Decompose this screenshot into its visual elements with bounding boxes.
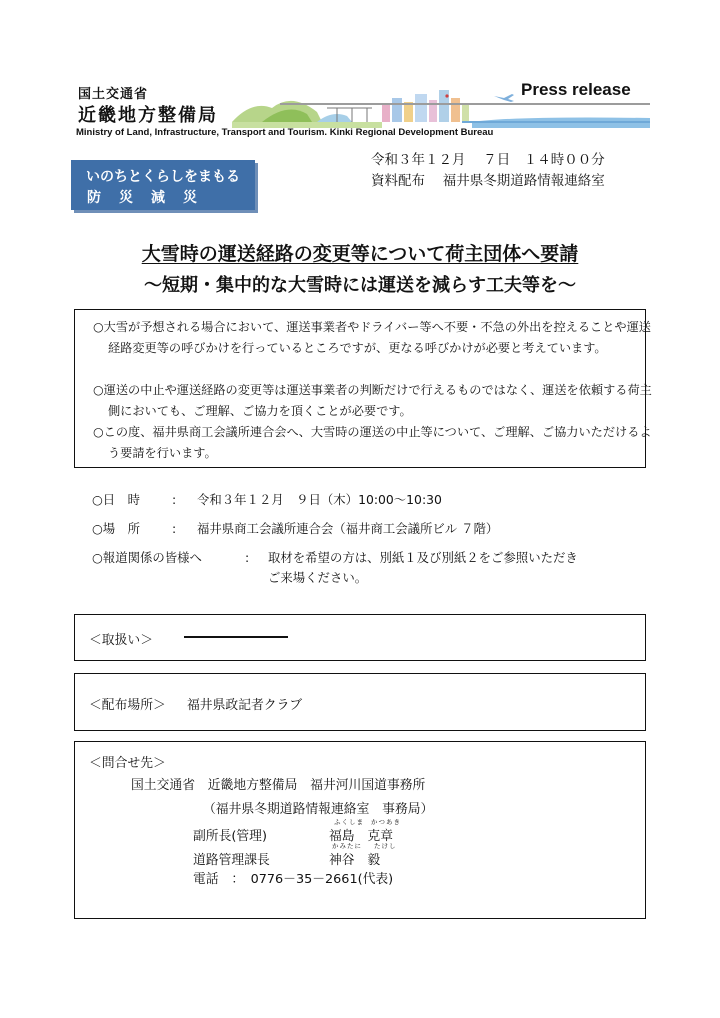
handling-blank-line	[184, 636, 288, 638]
person2-ruby-given: たけし	[374, 842, 397, 850]
person1-title: 副所長(管理)	[193, 829, 267, 844]
person2-ruby-family: かみたに	[332, 842, 362, 850]
summary-item-3: ○この度、福井県商工会議所連合会へ、大雪時の運送の中止等について、ご理解、ご協力いただけるよう要請を行います。	[93, 425, 652, 460]
press-release-heading: Press release	[521, 80, 631, 99]
disaster-prevention-badge	[71, 160, 255, 210]
contact-sub-office: （福井県冬期道路情報連絡室 事務局）	[203, 802, 434, 817]
document-subtitle: ～短期・集中的な大雪時には運送を減らす工夫等を～	[144, 275, 576, 296]
document-title: 大雪時の運送経路の変更等について荷主団体へ要請	[141, 243, 579, 265]
schedule-colon: :	[172, 521, 177, 536]
person1-ruby-given: かつあき	[371, 818, 401, 826]
schedule-colon: :	[172, 492, 177, 507]
badge-keywords: 防災減災	[87, 190, 215, 206]
contact-phone: 電話 ： 0776－35－2661(代表)	[193, 872, 394, 887]
distributor: 資料配布 福井県冬期道路情報連絡室	[371, 173, 605, 189]
person2-title: 道路管理課長	[193, 853, 270, 868]
badge-slogan: いのちとくらしをまもる	[86, 169, 240, 185]
handling-box	[74, 614, 646, 661]
issue-date: 令和３年１２月 ７日 １４時００分	[371, 152, 605, 168]
ministry-name: 国土交通省	[78, 87, 149, 102]
contact-office: 国土交通省 近畿地方整備局 福井河川国道事務所	[131, 778, 426, 793]
schedule-press-label: ○報道関係の皆様へ	[92, 550, 202, 565]
bureau-name: 近畿地方整備局	[78, 105, 218, 126]
person1-name: 福島 克章	[329, 829, 393, 844]
schedule-datetime-value: 令和３年１２月 ９日（木）10:00～10:30	[197, 492, 442, 507]
schedule-colon: :	[245, 550, 250, 565]
org-english-name: Ministry of Land, Infrastructure, Transport and Tourism. Kinki Regional Development Bureau	[76, 127, 494, 138]
schedule-press-value-1: 取材を希望の方は、別紙１及び別紙２をご参照いただき	[268, 550, 578, 565]
contact-box	[74, 741, 646, 919]
schedule-place-value: 福井県商工会議所連合会（福井商工会議所ビル ７階）	[197, 521, 499, 536]
person1-ruby-family: ふくしま	[334, 818, 364, 826]
summary-item-2: ○運送の中止や運送経路の変更等は運送事業者の判断だけで行えるものではなく、運送を依頼する荷主側においても、ご理解、ご協力を頂くことが必要です。	[93, 383, 652, 418]
distribution-box	[74, 673, 646, 731]
distribution-label: ＜配布場所＞	[89, 698, 166, 713]
contact-label: ＜問合せ先＞	[89, 756, 166, 771]
schedule-datetime-label: ○日 時	[92, 492, 140, 507]
summary-item-1: ○大雪が予想される場合において、運送事業者やドライバー等へ不要・不急の外出を控えることや運送経路変更等の呼びかけを行っているところですが、更なる呼びかけが必要と考えています。	[93, 320, 651, 355]
person2-name: 神谷 毅	[329, 853, 381, 868]
schedule-place-label: ○場 所	[92, 521, 140, 536]
schedule-press-value-2: ご来場ください。	[268, 570, 368, 585]
header-rule	[280, 103, 650, 105]
distribution-value: 福井県政記者クラブ	[187, 698, 303, 713]
summary-box	[74, 309, 652, 468]
handling-label: ＜取扱い＞	[89, 633, 153, 648]
